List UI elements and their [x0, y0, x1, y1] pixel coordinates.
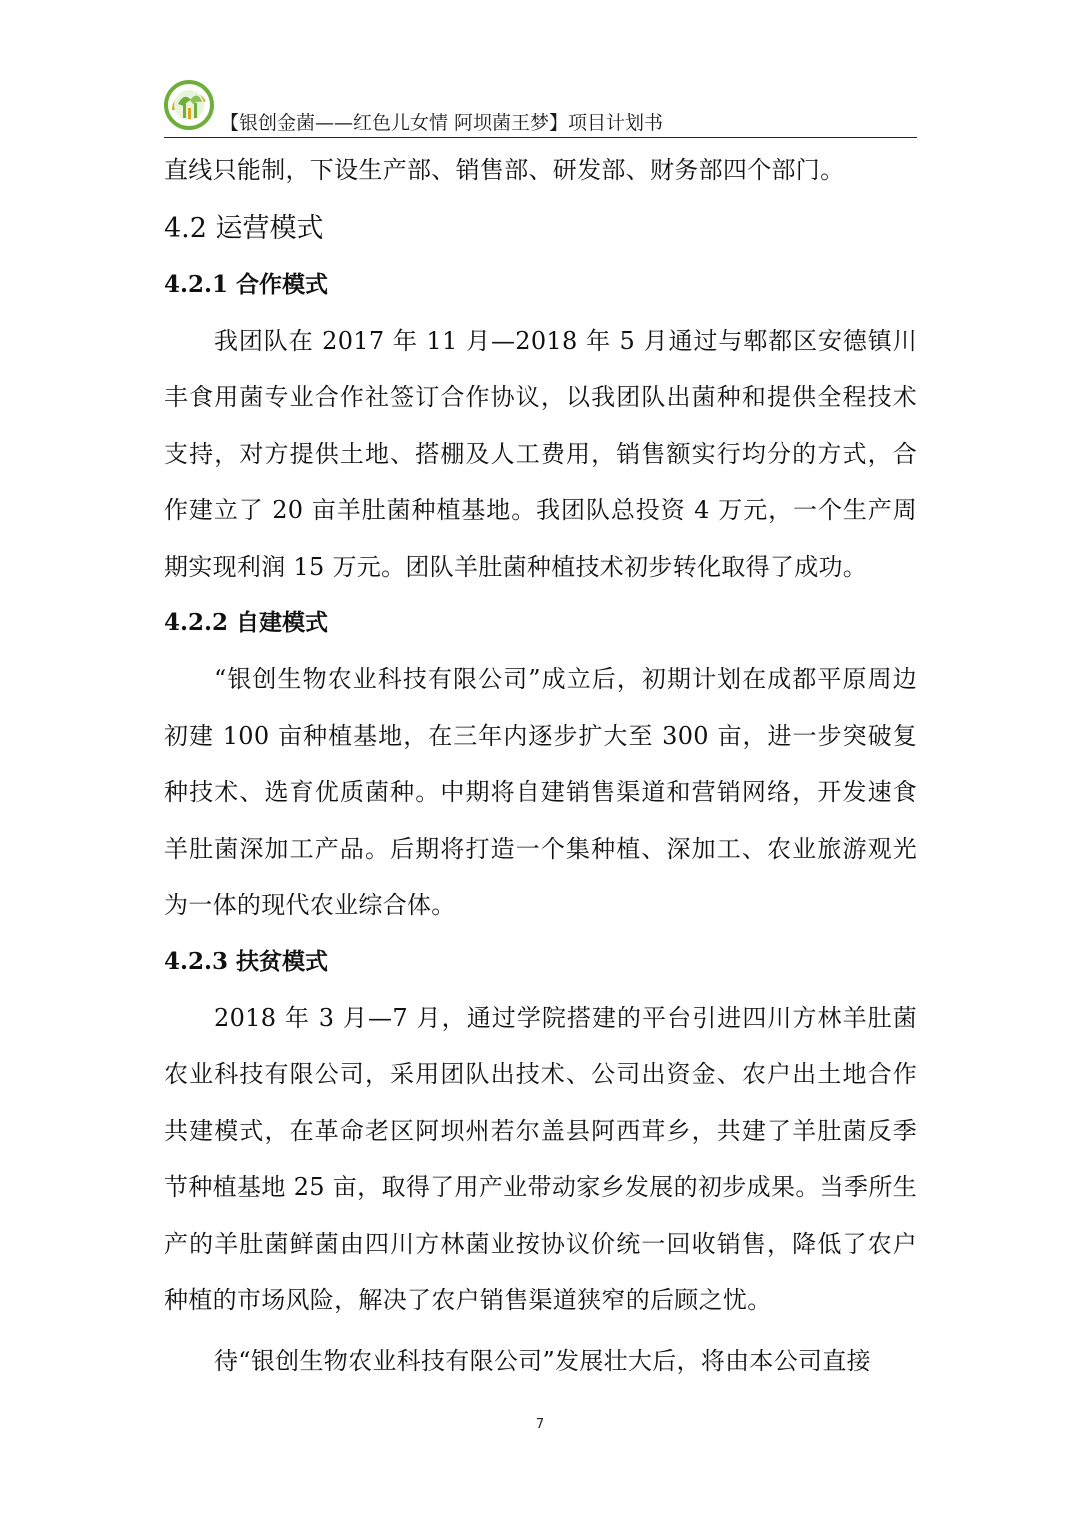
mushroom-logo-icon	[164, 80, 214, 130]
page-number: 7	[535, 1417, 545, 1432]
paragraph: 待“银创生物农业科技有限公司”发展壮大后，将由本公司直接	[214, 1346, 871, 1375]
header-divider	[164, 137, 917, 138]
paragraph: 我团队在 2017 年 11 月—2018 年 5 月通过与郫都区安德镇川丰食用菌专业合作社签订合作协议，以我团队出菌种和提供全程技术支持，对方提供土地、搭棚及人工费用，销售额实行均分的方式，合作建立了 20 亩羊肚菌种植基地。我团队总投资 4 万元，一个生产周期实现利润 15 万元。团队羊肚菌种植技术初步转化取得了成功。	[164, 326, 917, 581]
subsection-heading: 4.2.2 自建模式	[164, 609, 329, 636]
subsection-heading: 4.2.1 合作模式	[164, 270, 329, 298]
subsection-heading: 4.2.3 扶贫模式	[164, 947, 329, 975]
document-title: 【银创金菌——红色儿女情 阿坝菌王梦】项目计划书	[220, 112, 664, 134]
paragraph: “银创生物农业科技有限公司”成立后，初期计划在成都平原周边初建 100 亩种植基地，在三年内逐步扩大至 300 亩，进一步突破复种技术、选育优质菌种。中期将自建销售渠道和营销网络，开发速食羊肚菌深加工产品。后期将打造一个集种植、深加工、农业旅游观光为一体的现代农业综合体。	[164, 665, 917, 919]
page-body	[164, 142, 917, 1389]
intro-line: 直线只能制，下设生产部、销售部、研发部、财务部四个部门。	[164, 156, 845, 184]
paragraph: 2018 年 3 月—7 月，通过学院搭建的平台引进四川方林羊肚菌农业科技有限公司，采用团队出技术、公司出资金、农户出土地合作共建模式，在革命老区阿坝州若尔盖县阿西茸乡，共建了羊肚菌反季节种植基地 25 亩，取得了用产业带动家乡发展的初步成果。当季所生产的羊肚菌鲜菌由四川方林菌业按协议价统一回收销售，降低了农户种植的市场风险，解决了农户销售渠道狭窄的后顾之忧。	[164, 1003, 917, 1314]
section-heading: 4.2 运营模式	[164, 212, 324, 244]
page-header	[164, 78, 917, 138]
